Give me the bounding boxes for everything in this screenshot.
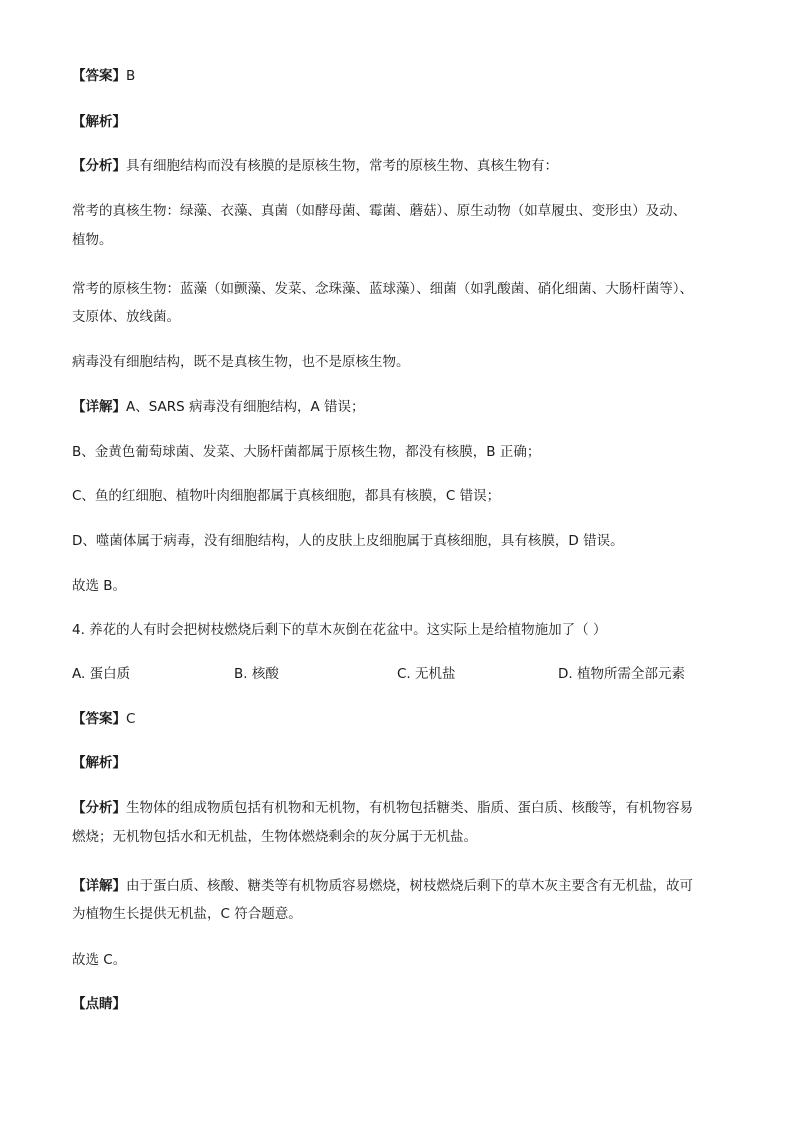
- analysis-tag: 【解析】: [72, 755, 126, 771]
- q3-fenxi-line: [72, 156, 558, 176]
- q4-option-c: C. 无机盐: [397, 666, 456, 682]
- q3-answer-line: [72, 66, 135, 86]
- q4-answer-line: [72, 709, 135, 729]
- q4-detail-line-1: [72, 876, 693, 896]
- answer-value: B: [126, 68, 136, 84]
- fenxi-tag: 【分析】: [72, 158, 126, 174]
- q4-fenxi-line-1: [72, 798, 693, 818]
- detail-tag: 【详解】: [72, 399, 126, 415]
- detail-d: D、噬菌体属于病毒，没有细胞结构，人的皮肤上皮细胞属于真核细胞，具有核膜，D 错误。: [72, 533, 624, 549]
- detail-tag: 【详解】: [72, 878, 126, 894]
- answer-tag: 【答案】: [72, 711, 126, 727]
- q4-dianjing-heading: [72, 994, 126, 1014]
- fenxi-tag: 【分析】: [72, 800, 126, 816]
- q4-choose: 故选 C。: [72, 952, 127, 968]
- fenxi-text: 生物体的组成物质包括有机物和无机物，有机物包括糖类、脂质、蛋白质、核酸等，有机物容易: [126, 800, 693, 816]
- q4-detail-line-2: 为植物生长提供无机盐，C 符合题意。: [72, 906, 302, 922]
- dianjing-tag: 【点睛】: [72, 996, 126, 1012]
- prokaryote-line-1: 常考的原核生物：蓝藻（如颤藻、发菜、念珠藻、蓝球藻）、细菌（如乳酸菌、硝化细菌、大肠杆菌等）、: [72, 281, 693, 297]
- detail-c: C、鱼的红细胞、植物叶肉细胞都属于真核细胞，都具有核膜，C 错误；: [72, 488, 501, 504]
- detail-a: A、SARS 病毒没有细胞结构，A 错误；: [126, 399, 365, 415]
- q3-choose: 故选 B。: [72, 578, 127, 594]
- eukaryote-line-2: 植物。: [72, 232, 113, 248]
- virus-line: 病毒没有细胞结构，既不是真核生物，也不是原核生物。: [72, 354, 410, 370]
- q4-option-b: B. 核酸: [234, 666, 279, 682]
- q4-option-d: D. 植物所需全部元素: [558, 666, 685, 682]
- prokaryote-line-2: 支原体、放线菌。: [72, 309, 180, 325]
- detail-b: B、金黄色葡萄球菌、发菜、大肠杆菌都属于原核生物，都没有核膜，B 正确；: [72, 444, 541, 460]
- q4-fenxi-line-2: 燃烧；无机物包括水和无机盐，生物体燃烧剩余的灰分属于无机盐。: [72, 829, 477, 845]
- q3-analysis-heading: [72, 112, 126, 132]
- detail-text: 由于蛋白质、核酸、糖类等有机物质容易燃烧，树枝燃烧后剩下的草木灰主要含有无机盐，故可: [126, 878, 693, 894]
- q4-option-a: A. 蛋白质: [72, 666, 131, 682]
- analysis-tag: 【解析】: [72, 114, 126, 130]
- q3-detail-a-line: [72, 397, 365, 417]
- eukaryote-line-1: 常考的真核生物：绿藻、衣藻、真菌（如酵母菌、霉菌、蘑菇）、原生动物（如草履虫、变形虫）及动、: [72, 203, 687, 219]
- answer-tag: 【答案】: [72, 68, 126, 84]
- q4-analysis-heading: [72, 753, 126, 773]
- fenxi-text: 具有细胞结构而没有核膜的是原核生物，常考的原核生物、真核生物有：: [126, 158, 558, 174]
- q4-stem: 4. 养花的人有时会把树枝燃烧后剩下的草木灰倒在花盆中。这实际上是给植物施加了（ ）: [72, 622, 607, 638]
- answer-value: C: [126, 711, 136, 727]
